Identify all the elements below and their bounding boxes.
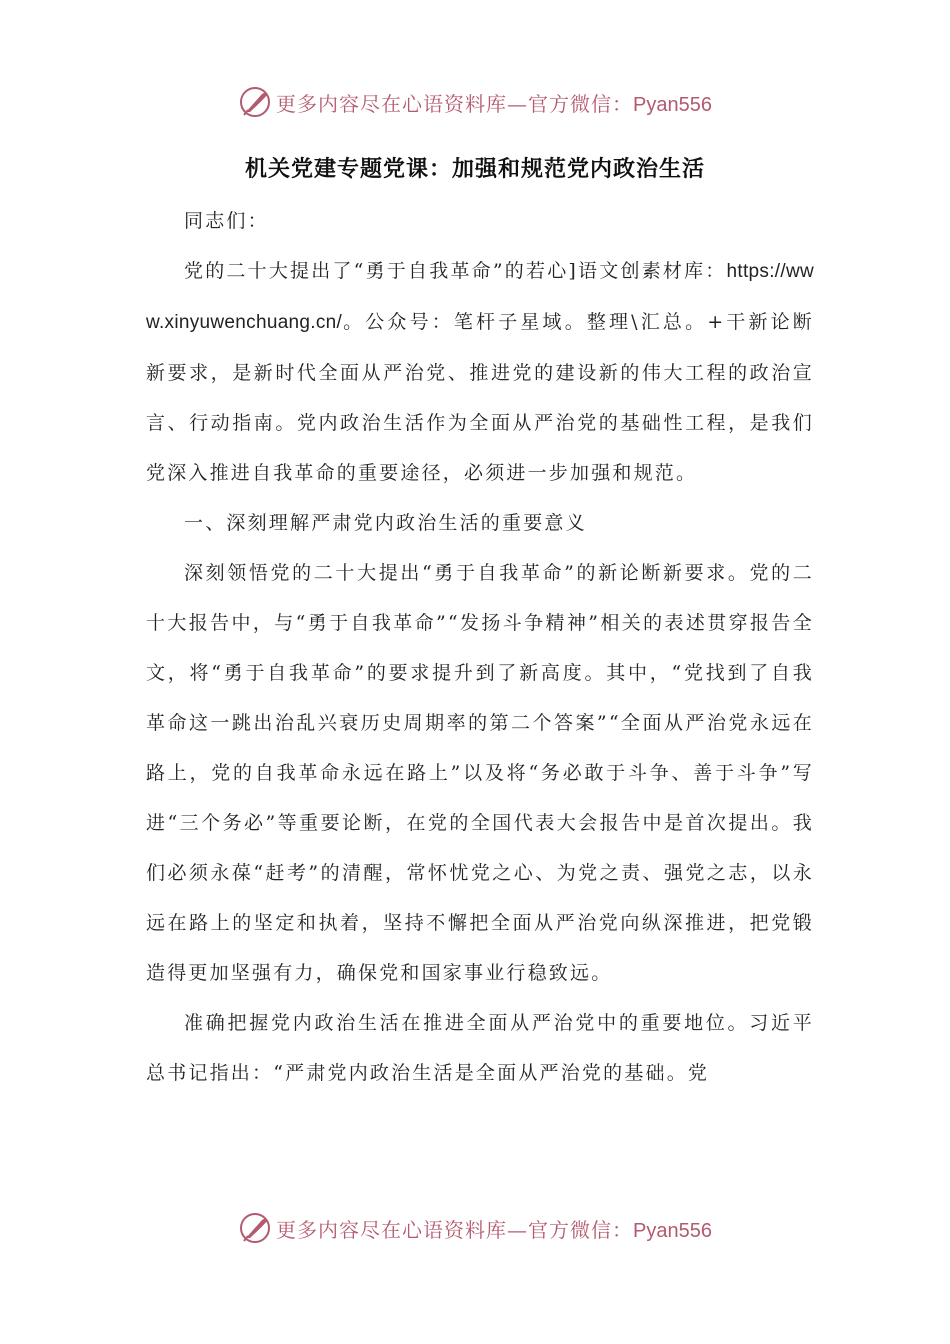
watermark-label: 更多内容尽在心语资料库—官方微信： xyxy=(276,1217,634,1242)
watermark-wechat-id: Pyan556 xyxy=(633,93,712,116)
intro-text-rest: 。公众号：笔杆子星域。整理\汇总。+干新论断新要求，是新时代全面从严治党、推进党的建设新的伟大工程的政治宣言、行动指南。党内政治生活作为全面从严治党的基础性工程，是我们党深入推进自我革命的重要途径，必须进一步加强和规范。 xyxy=(146,311,814,484)
paragraph-intro xyxy=(146,246,814,498)
watermark-label: 更多内容尽在心语资料库—官方微信： xyxy=(276,91,634,116)
watermark-text xyxy=(276,1214,712,1243)
quill-pen-icon xyxy=(238,85,272,119)
watermark-text xyxy=(276,88,712,117)
paragraph-3: 准确把握党内政治生活在推进全面从严治党中的重要地位。习近平总书记指出：“严肃党内政治生活是全面从严治党的基础。党 xyxy=(146,1012,814,1084)
intro-text-start: 党的二十大提出了“勇于自我革命”的若心]语文创素材库： xyxy=(184,260,727,282)
quill-pen-icon xyxy=(238,1211,272,1245)
watermark-banner-bottom xyxy=(0,1208,950,1248)
section-heading-1: 一、深刻理解严肃党内政治生活的重要意义 xyxy=(184,512,587,534)
salutation: 同志们： xyxy=(184,210,269,232)
source-url-link[interactable]: https://www.xinyuwenchuang.cn/ xyxy=(146,261,814,333)
watermark-wechat-id: Pyan556 xyxy=(633,1219,712,1242)
paragraph-2: 深刻领悟党的二十大提出“勇于自我革命”的新论断新要求。党的二十大报告中，与“勇于自我革命”“发扬斗争精神”相关的表述贯穿报告全文，将“勇于自我革命”的要求提升到了新高度。其中，“党找到了自我革命这一跳出治乱兴衰历史周期率的第二个答案”“全面从严治党永远在路上，党的自我革命永远在路上”以及将“务必敢于斗争、善于斗争”写进“三个务必”等重要论断，在党的全国代表大会报告中是首次提出。我们必须永葆“赶考”的清醒，常怀忧党之心、为党之责、强党之志，以永远在路上的坚定和执着，坚持不懈把全面从严治党向纵深推进，把党锻造得更加坚强有力，确保党和国家事业行稳致远。 xyxy=(146,562,814,984)
watermark-banner-top xyxy=(0,82,950,122)
document-body xyxy=(146,196,814,1098)
document-title: 机关党建专题党课：加强和规范党内政治生活 xyxy=(244,156,705,182)
